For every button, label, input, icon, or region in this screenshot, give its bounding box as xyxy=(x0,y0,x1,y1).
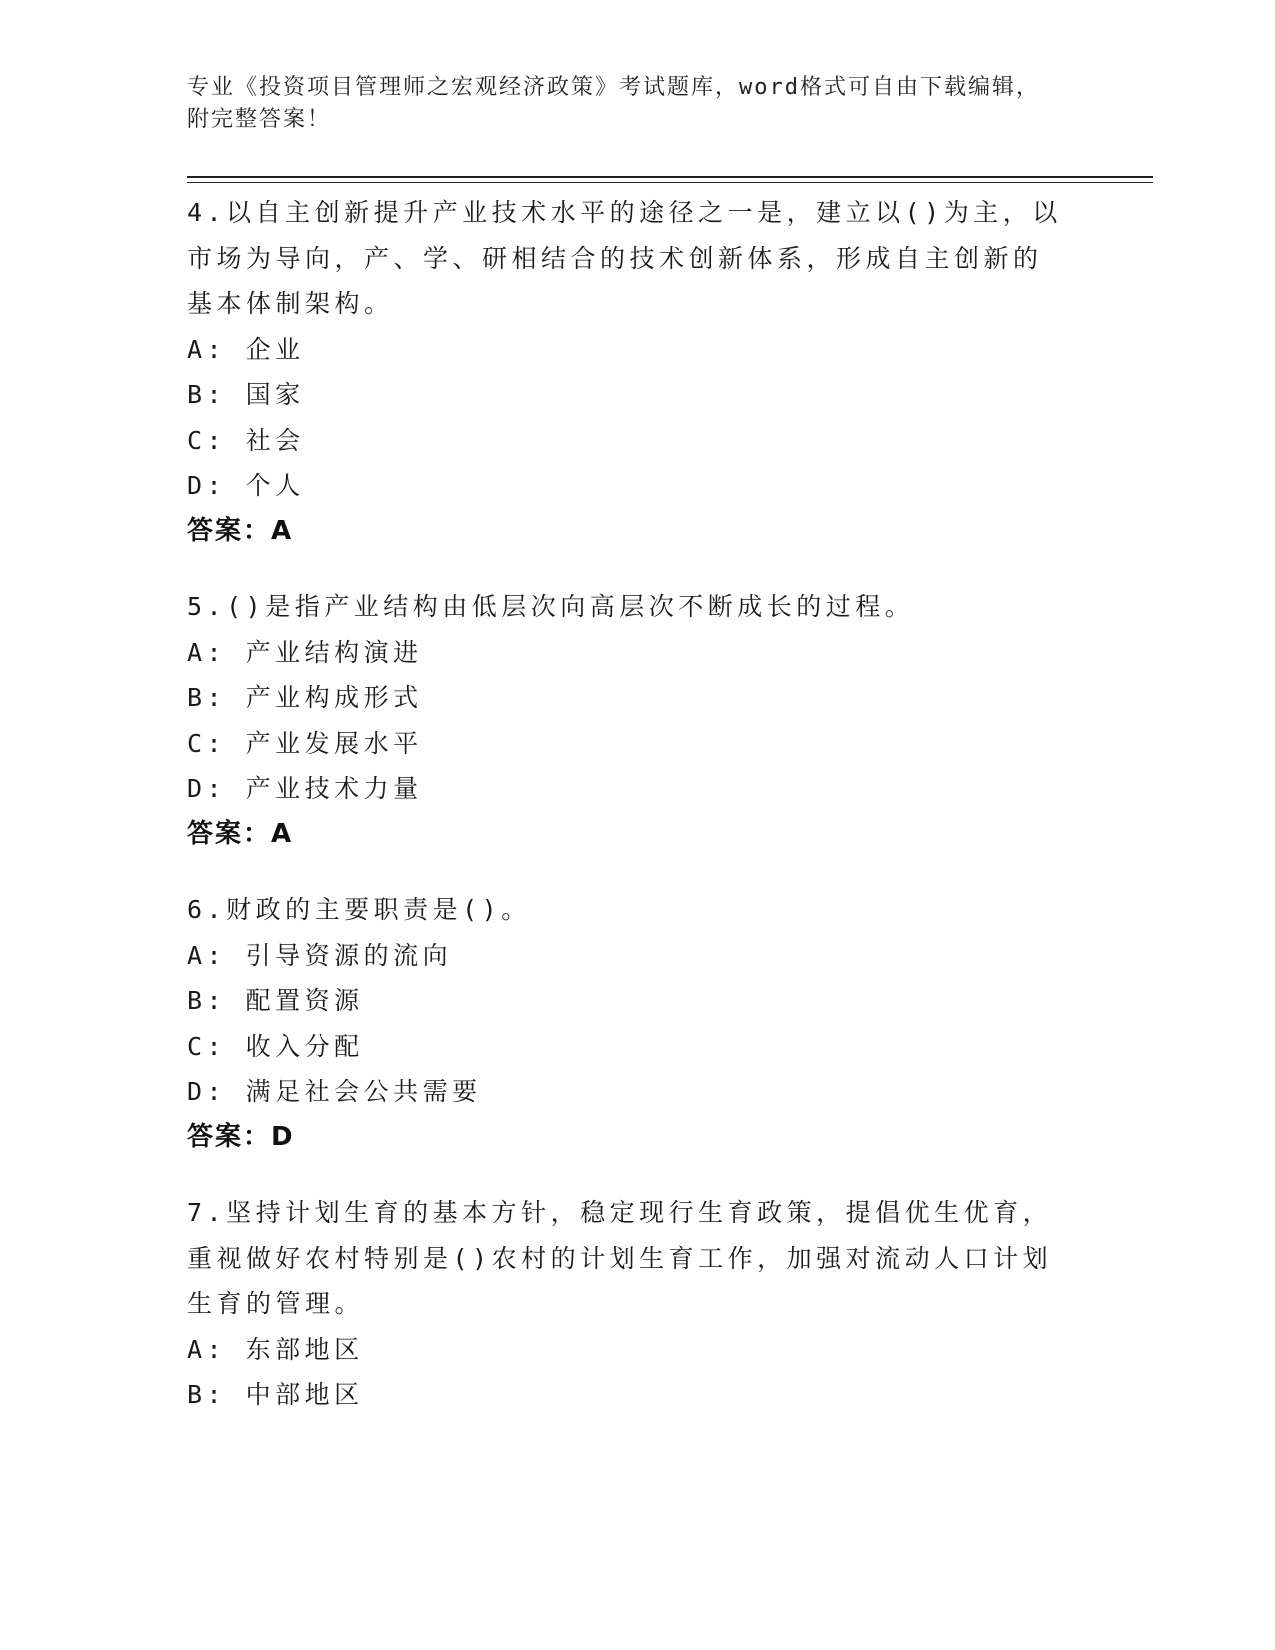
option-a: A: 东部地区 xyxy=(187,1334,364,1364)
header-line-2: 附完整答案！ xyxy=(187,107,332,132)
option-c: C: 收入分配 xyxy=(187,1031,364,1061)
option-d: D: 满足社会公共需要 xyxy=(187,1077,482,1106)
answer-label: 答案：A xyxy=(187,818,294,849)
option-b: B: 配置资源 xyxy=(187,986,364,1015)
header-line-1: 专业《投资项目管理师之宏观经济政策》考试题库，word格式可自由下载编辑， xyxy=(187,75,1040,100)
option-c: C: 社会 xyxy=(187,425,305,455)
question-5 xyxy=(187,584,1067,857)
question-list xyxy=(187,190,1067,1448)
option-d: D: 产业技术力量 xyxy=(187,774,423,803)
question-stem: 7.坚持计划生育的基本方针，稳定现行生育政策，提倡优生优育，重视做好农村特别是()农村的计划生育工作，加强对流动人口计划生育的管理。 xyxy=(187,1198,1053,1318)
question-stem: 4.以自主创新提升产业技术水平的途径之一是，建立以()为主，以市场为导向，产、学、研相结合的技术创新体系，形成自主创新的基本体制架构。 xyxy=(187,198,1062,318)
option-b: B: 中部地区 xyxy=(187,1380,364,1409)
option-b: B: 国家 xyxy=(187,380,305,409)
question-stem: 5.()是指产业结构由低层次向高层次不断成长的过程。 xyxy=(187,592,915,621)
question-6 xyxy=(187,887,1067,1160)
answer-label: 答案：A xyxy=(187,515,294,546)
option-c: C: 产业发展水平 xyxy=(187,728,423,758)
option-a: A: 产业结构演进 xyxy=(187,637,423,667)
option-d: D: 个人 xyxy=(187,471,305,500)
question-stem: 6.财政的主要职责是()。 xyxy=(187,895,531,924)
answer-label: 答案：D xyxy=(187,1121,295,1152)
question-4 xyxy=(187,190,1067,554)
header-divider-thin xyxy=(187,182,1153,183)
option-a: A: 引导资源的流向 xyxy=(187,940,453,970)
document-header xyxy=(187,72,1067,136)
header-divider-thick xyxy=(187,176,1153,178)
option-a: A: 企业 xyxy=(187,334,305,364)
question-7 xyxy=(187,1190,1067,1418)
option-b: B: 产业构成形式 xyxy=(187,683,423,712)
